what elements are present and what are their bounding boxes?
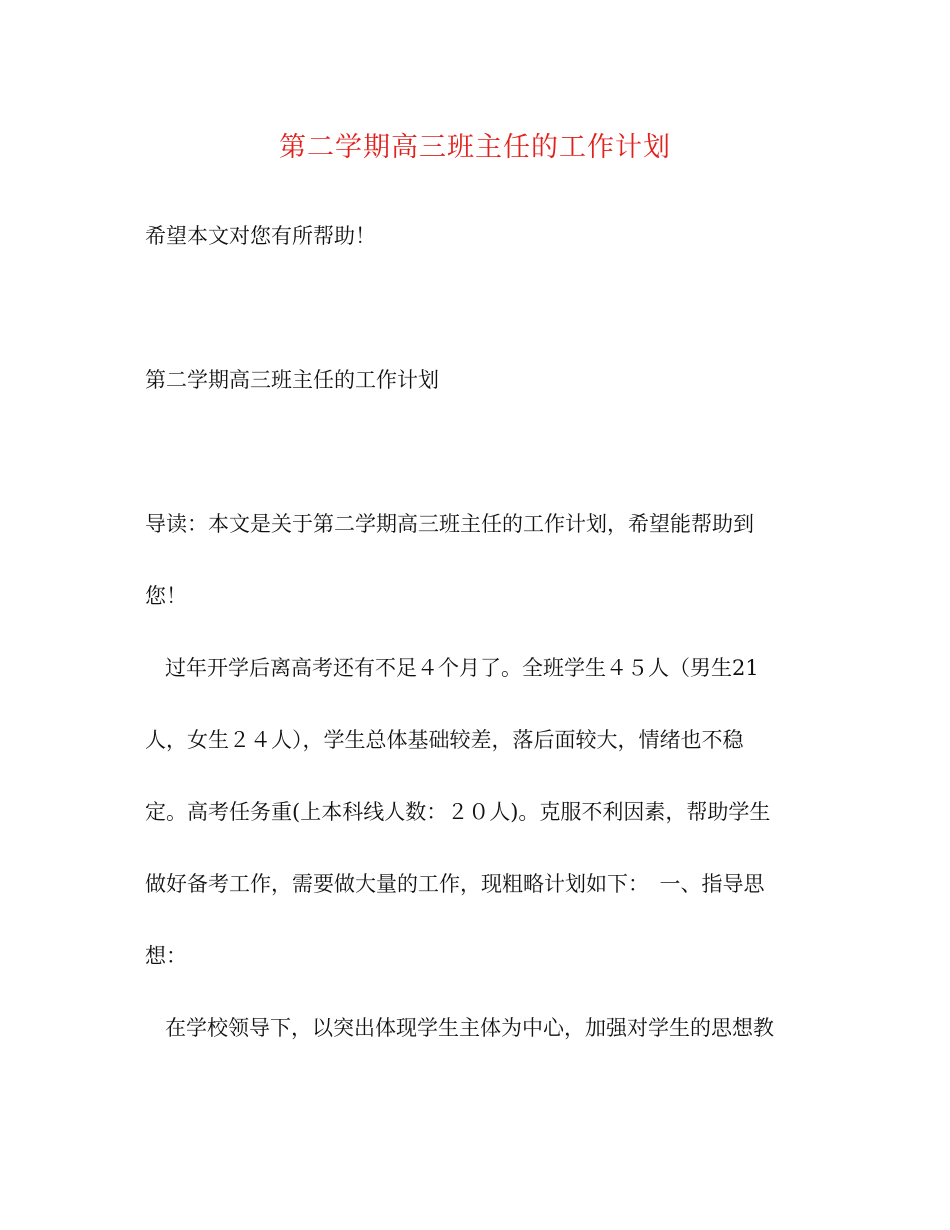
body-line-1: 导读：本文是关于第二学期高三班主任的工作计划，希望能帮助到 <box>145 512 754 536</box>
document-title: 第二学期高三班主任的工作计划 <box>279 132 671 163</box>
body-line-6: 做好备考工作，需要做大量的工作，现粗略计划如下： 一、指导思 <box>145 872 765 896</box>
body-line-7: 想： <box>145 944 187 968</box>
greeting-line: 希望本文对您有所帮助！ <box>145 224 376 248</box>
body-line-8: 在学校领导下，以突出体现学生主体为中心，加强对学生的思想教 <box>165 1016 774 1040</box>
body-line-3: 过年开学后离高考还有不足４个月了。全班学生４５人（男生21 <box>165 656 759 680</box>
subtitle-line: 第二学期高三班主任的工作计划 <box>145 368 439 392</box>
body-line-4: 人，女生２４人），学生总体基础较差，落后面较大，情绪也不稳 <box>145 728 744 752</box>
body-line-2: 您！ <box>145 584 187 608</box>
body-line-5: 定。高考任务重(上本科线人数：２０人)。克服不利因素，帮助学生 <box>145 800 771 824</box>
